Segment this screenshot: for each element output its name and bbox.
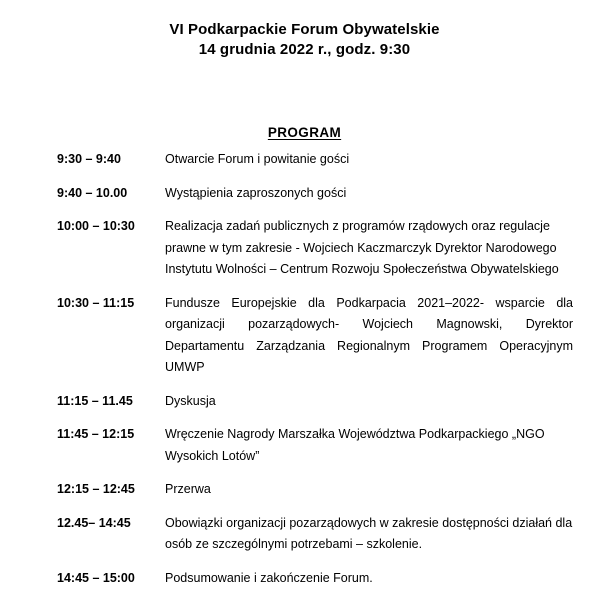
schedule-entry [57, 293, 573, 379]
schedule-entry [57, 391, 573, 413]
schedule-entry-time: 12.45– 14:45 [57, 513, 165, 535]
document-title-line-1: VI Podkarpackie Forum Obywatelskie [0, 20, 609, 40]
schedule-entry-description: Obowiązki organizacji pozarządowych w zakresie dostępności działań dla osób ze szczególnymi potrzebami – szkolenie. [165, 513, 573, 556]
schedule-entry [57, 216, 573, 281]
schedule-entry-time: 14:45 – 15:00 [57, 568, 165, 589]
schedule-entry-description: Przerwa [165, 479, 573, 501]
schedule-entry [57, 513, 573, 556]
schedule-entry [57, 424, 573, 467]
program-heading [0, 124, 609, 142]
document-title-line-2: 14 grudnia 2022 r., godz. 9:30 [0, 40, 609, 60]
schedule-entry [57, 149, 573, 171]
schedule-entry-time: 10:00 – 10:30 [57, 216, 165, 238]
schedule-entry-time: 9:40 – 10.00 [57, 183, 165, 205]
schedule-entry-time: 10:30 – 11:15 [57, 293, 165, 315]
schedule-entry-description: Wręczenie Nagrody Marszałka Województwa Podkarpackiego „NGO Wysokich Lotów” [165, 424, 573, 467]
schedule-entry-description: Realizacja zadań publicznych z programów rządowych oraz regulacje prawne w tym zakresie - Wojciech Kaczmarczyk Dyrektor Narodowego Instytutu Wolności – Centrum Rozwoju Społeczeństwa Obywatelskiego [165, 216, 573, 281]
schedule-entry-time: 12:15 – 12:45 [57, 479, 165, 501]
schedule-entry [57, 479, 573, 501]
schedule-list [57, 149, 573, 589]
program-heading-label: PROGRAM [268, 125, 341, 140]
schedule-entry-description: Fundusze Europejskie dla Podkarpacia 2021–2022- wsparcie dla organizacji pozarządowych- Wojciech Magnowski, Dyrektor Departamentu Zarządzania Regionalnym Programem Operacyjnym UMWP [165, 293, 573, 379]
schedule-entry-description: Dyskusja [165, 391, 573, 413]
document-header [0, 20, 609, 60]
schedule-entry-description: Otwarcie Forum i powitanie gości [165, 149, 573, 171]
schedule-entry-time: 11:15 – 11.45 [57, 391, 165, 413]
schedule-entry-time: 11:45 – 12:15 [57, 424, 165, 446]
schedule-entry [57, 568, 573, 589]
schedule-entry-description: Podsumowanie i zakończenie Forum. [165, 568, 573, 589]
schedule-entry-description: Wystąpienia zaproszonych gości [165, 183, 573, 205]
schedule-entry [57, 183, 573, 205]
schedule-entry-time: 9:30 – 9:40 [57, 149, 165, 171]
